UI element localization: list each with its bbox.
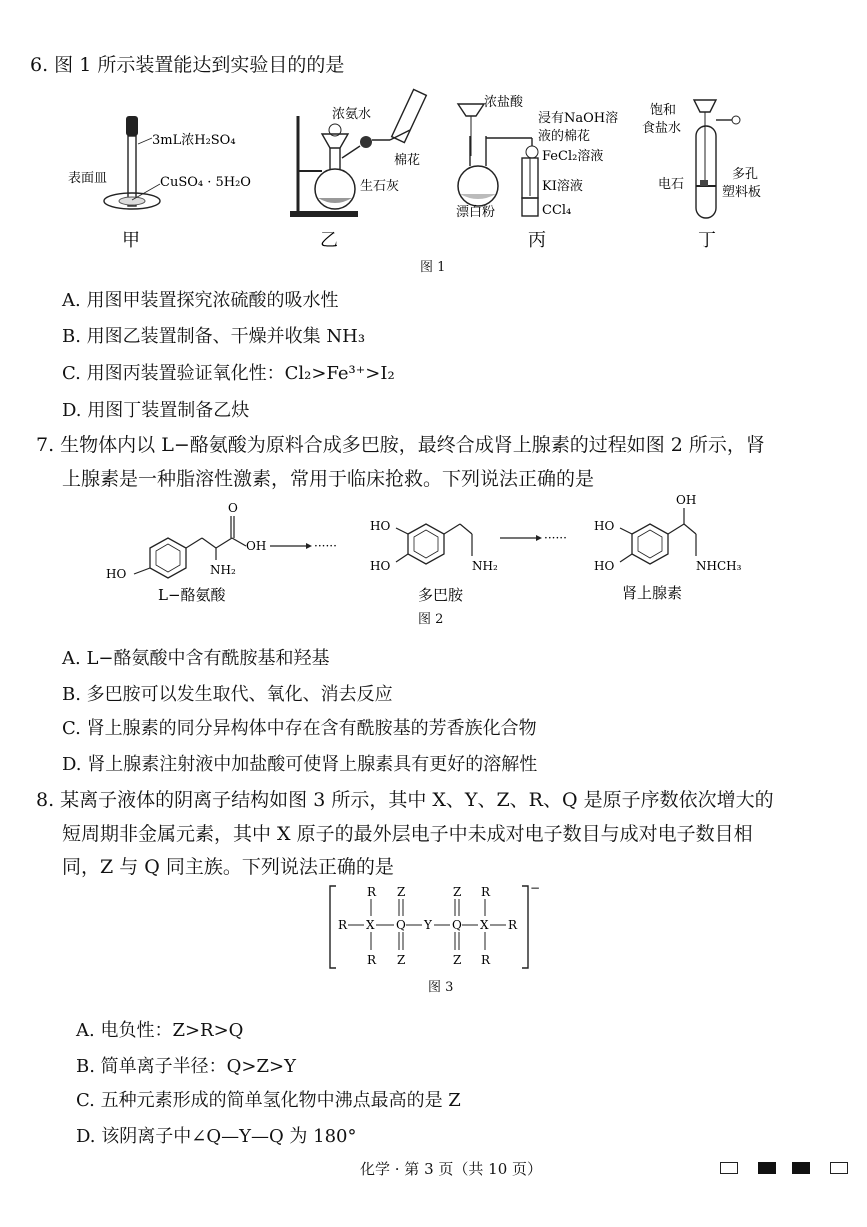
- figure-2: [100, 494, 780, 609]
- name-dopamine: 多巴胺: [418, 586, 464, 604]
- q7-stem-line1: 7. 生物体内以 L−酪氨酸为原料合成多巴胺，最终合成肾上腺素的过程如图 2 所示，肾: [36, 434, 765, 456]
- figure-1-caption: 图 1: [420, 260, 446, 275]
- q8-option-c[interactable]: C. 五种元素形成的简单氢化物中沸点最高的是 Z: [76, 1090, 461, 1111]
- q8-option-b[interactable]: B. 简单离子半径：Q>Z>Y: [76, 1056, 296, 1077]
- atom-r-top-left: R: [367, 885, 377, 899]
- tyrosine-oh: OH: [246, 539, 267, 553]
- bing-name: 丙: [528, 230, 546, 251]
- arrow-dots-1: ······: [314, 539, 337, 553]
- q6-option-d[interactable]: D. 用图丁装置制备乙炔: [62, 400, 250, 421]
- name-adrenaline: 肾上腺素: [622, 584, 683, 602]
- footer-marks: [720, 1162, 850, 1176]
- name-tyrosine: L−酪氨酸: [158, 586, 226, 604]
- adrenaline-ho-1: HO: [594, 519, 615, 533]
- figure-3-caption: 图 3: [428, 980, 454, 995]
- yi-label-cotton: 棉花: [394, 153, 421, 168]
- atom-z-top-right: Z: [453, 885, 462, 899]
- atom-r-bottom-right: R: [481, 953, 491, 967]
- tyrosine-nh2: NH₂: [210, 563, 236, 577]
- ding-label-brine1: 饱和: [650, 103, 677, 118]
- dopamine-ho-2: HO: [370, 559, 391, 573]
- bing-label-naoh2: 液的棉花: [538, 129, 591, 144]
- atom-r-bottom-left: R: [367, 953, 377, 967]
- page-footer: 化学 · 第 3 页（共 10 页）: [360, 1160, 543, 1178]
- q6-option-a[interactable]: A. 用图甲装置探究浓硫酸的吸水性: [62, 290, 339, 311]
- dopamine-structure: [370, 519, 498, 573]
- footer-mark-filled-1: [758, 1162, 776, 1174]
- figure-2-caption: 图 2: [418, 612, 444, 627]
- bing-label-ccl4: CCl₄: [542, 203, 572, 218]
- bing-label-bleach: 漂白粉: [456, 205, 496, 220]
- q6-option-c[interactable]: C. 用图丙装置验证氧化性：Cl₂>Fe³⁺>I₂: [62, 363, 395, 384]
- atom-z-bottom-left: Z: [397, 953, 406, 967]
- q8-stem-line1: 8. 某离子液体的阴离子结构如图 3 所示，其中 X、Y、Z、R、Q 是原子序数依次增大的: [36, 789, 774, 811]
- jia-label-dish: 表面皿: [68, 171, 108, 186]
- jia-name: 甲: [122, 230, 140, 251]
- yi-label-ammonia: 浓氨水: [332, 107, 372, 122]
- q7-option-d[interactable]: D. 肾上腺素注射液中加盐酸可使肾上腺素具有更好的溶解性: [62, 754, 538, 775]
- figure-3: [326, 882, 546, 974]
- atom-r-left: R: [338, 918, 348, 932]
- q6-option-b[interactable]: B. 用图乙装置制备、干燥并收集 NH₃: [62, 326, 366, 347]
- yi-label-lime: 生石灰: [360, 179, 400, 194]
- adrenaline-structure: [594, 494, 742, 573]
- q7-stem-line2: 上腺素是一种脂溶性激素，常用于临床抢救。下列说法正确的是: [62, 468, 595, 490]
- panel-yi: [290, 89, 426, 251]
- ding-label-brine2: 食盐水: [642, 121, 682, 136]
- dopamine-nh2: NH₂: [472, 559, 498, 573]
- arrow-dots-2: ······: [544, 531, 567, 545]
- ding-label-plate2: 塑料板: [722, 185, 762, 200]
- dopamine-ho-1: HO: [370, 519, 391, 533]
- footer-mark-filled-2: [792, 1162, 810, 1174]
- yi-name: 乙: [320, 230, 338, 251]
- atom-x-right: X: [480, 918, 489, 932]
- atom-q-right: Q: [452, 918, 462, 932]
- ding-name: 丁: [698, 230, 716, 251]
- adrenaline-ho-2: HO: [594, 559, 615, 573]
- q8-stem-line2: 短周期非金属元素，其中 X 原子的最外层电子中未成对电子数目与成对电子数目相: [62, 823, 753, 845]
- adrenaline-nhch3: NHCH₃: [696, 559, 742, 573]
- tyrosine-structure: [106, 501, 266, 581]
- ding-label-carbide: 电石: [658, 177, 685, 192]
- ding-label-plate1: 多孔: [732, 167, 759, 182]
- panel-jia: [68, 116, 251, 251]
- q7-option-a[interactable]: A. L−酪氨酸中含有酰胺基和羟基: [62, 648, 330, 669]
- charge-sign: −: [530, 882, 541, 895]
- atom-y: Y: [424, 918, 432, 932]
- q8-option-a[interactable]: A. 电负性：Z>R>Q: [76, 1020, 244, 1041]
- figure-1: [60, 86, 800, 256]
- panel-bing: [456, 94, 618, 251]
- tyrosine-o: O: [228, 501, 238, 515]
- footer-mark-empty-1: [720, 1162, 738, 1174]
- atom-x-left: X: [366, 918, 375, 932]
- q7-option-c[interactable]: C. 肾上腺素的同分异构体中存在含有酰胺基的芳香族化合物: [62, 718, 537, 739]
- q6-stem: 6. 图 1 所示装置能达到实验目的的是: [30, 54, 345, 76]
- atom-r-top-right: R: [481, 885, 491, 899]
- atom-z-bottom-right: Z: [453, 953, 462, 967]
- atom-q-left: Q: [396, 918, 406, 932]
- bing-label-naoh1: 浸有NaOH溶: [538, 111, 619, 126]
- tyrosine-ho: HO: [106, 567, 127, 581]
- q8-option-d[interactable]: D. 该阴离子中∠Q—Y—Q 为 180°: [76, 1126, 357, 1147]
- atom-r-right: R: [508, 918, 518, 932]
- footer-mark-empty-2: [830, 1162, 848, 1174]
- q8-stem-line3: 同，Z 与 Q 同主族。下列说法正确的是: [62, 856, 394, 878]
- bing-label-fecl2: FeCl₂溶液: [542, 149, 604, 164]
- adrenaline-oh: OH: [676, 494, 697, 507]
- bing-label-hcl: 浓盐酸: [484, 95, 524, 110]
- q7-option-b[interactable]: B. 多巴胺可以发生取代、氧化、消去反应: [62, 684, 393, 705]
- panel-ding: [642, 100, 761, 251]
- jia-label-cuso4: CuSO₄ · 5H₂O: [160, 175, 251, 190]
- jia-label-acid: 3mL浓H₂SO₄: [152, 133, 236, 148]
- bing-label-ki: KI溶液: [542, 179, 583, 194]
- atom-z-top-left: Z: [397, 885, 406, 899]
